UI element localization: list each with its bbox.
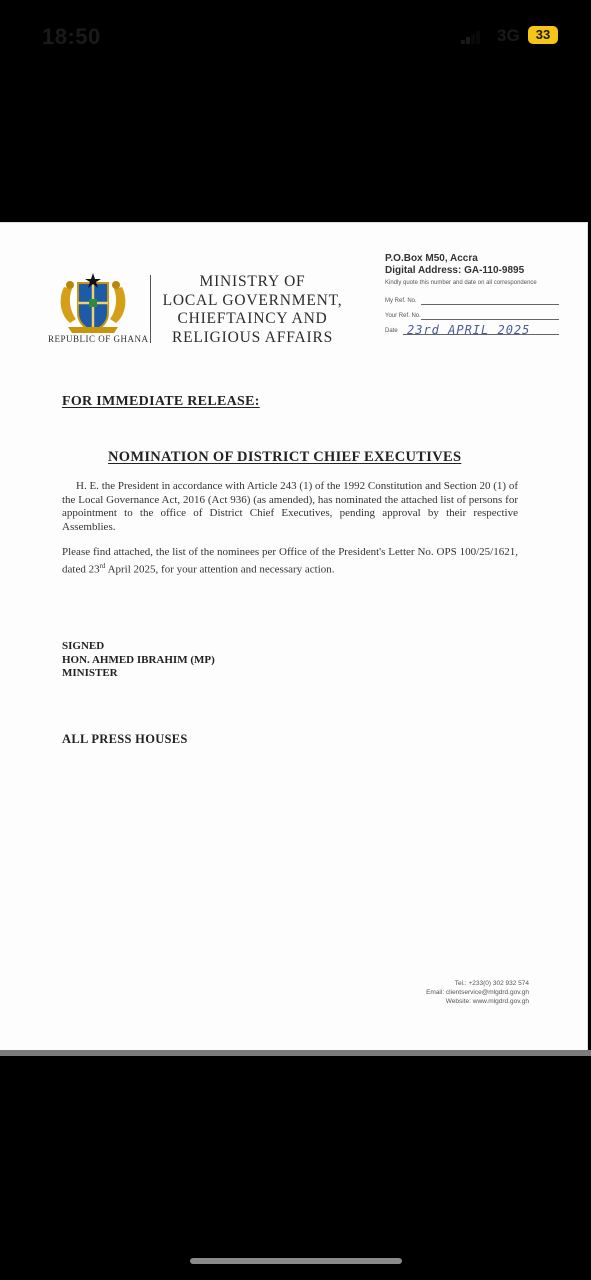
date-label: Date <box>385 328 398 334</box>
paragraph-2-text: Please find attached, the list of the nominees per Office of the President's Letter No. OPS 100/25/1621, dated 23 <box>62 546 518 576</box>
my-ref-line <box>421 304 559 305</box>
ministry-line: CHIEFTAINCY AND <box>177 310 328 327</box>
battery-icon <box>528 26 560 44</box>
your-ref-label: Your Ref. No. <box>385 313 421 319</box>
date-superscript: rd <box>99 561 106 570</box>
footer-contact <box>426 979 529 1006</box>
press-release-document <box>0 223 587 1055</box>
digital-address: Digital Address: GA-110-9895 <box>385 265 525 276</box>
ministry-line: MINISTRY OF <box>199 273 306 290</box>
ministry-name <box>160 273 345 347</box>
ministry-line: RELIGIOUS AFFAIRS <box>171 328 334 346</box>
signed-label: SIGNED <box>62 640 105 652</box>
network-type: 3G <box>497 26 520 45</box>
battery-level: 33 <box>528 26 558 44</box>
po-box: P.O.Box M50, Accra <box>385 253 478 264</box>
status-bar <box>0 0 591 70</box>
release-heading: FOR IMMEDIATE RELEASE: <box>62 394 260 409</box>
my-ref-row <box>385 292 563 306</box>
my-ref-label: My Ref. No. <box>385 298 417 304</box>
footer-website: Website: www.mlgdrd.gov.gh <box>445 998 529 1005</box>
status-time: 18:50 <box>42 24 101 49</box>
footer-email: Email: clientservice@mlgdrd.gov.gh <box>426 989 529 996</box>
recipient: ALL PRESS HOUSES <box>62 732 188 746</box>
contact-block <box>385 253 563 336</box>
paragraph-1: H. E. the President in accordance with Article 243 (1) of the 1992 Constitution and Section 20 (1) of the Local Governance Act, 2016 (Act 936) (as amended), has nominated the attached list of persons for appointment to the office of District Chief Executives, pending approval by their respective Assemblies. <box>62 480 518 533</box>
your-ref-row <box>385 307 563 321</box>
home-indicator[interactable] <box>190 1258 402 1264</box>
paragraph-2 <box>62 546 518 577</box>
letterhead-divider <box>150 275 151 343</box>
signatory-name: HON. AHMED IBRAHIM (MP) <box>62 653 215 666</box>
signature-block <box>62 640 215 681</box>
quote-note: Kindly quote this number and date on all correspondence <box>385 280 537 286</box>
date-row <box>385 322 563 336</box>
ministry-line: LOCAL GOVERNMENT, <box>162 291 343 309</box>
republic-label: REPUBLIC OF GHANA <box>48 334 149 344</box>
document-bottom-edge <box>0 1050 591 1056</box>
footer-tel: Tel.: +233(0) 302 932 574 <box>454 980 529 987</box>
subject-heading: NOMINATION OF DISTRICT CHIEF EXECUTIVES <box>108 449 462 465</box>
ghana-coat-of-arms-icon <box>56 273 130 335</box>
your-ref-line <box>421 319 559 320</box>
signal-icon <box>461 30 481 44</box>
handwritten-date: 23rd APRIL 2025 <box>407 323 531 337</box>
signatory-title: MINISTER <box>62 667 118 679</box>
paragraph-2-text-end: April 2025, for your attention and necessary action. <box>105 563 335 576</box>
